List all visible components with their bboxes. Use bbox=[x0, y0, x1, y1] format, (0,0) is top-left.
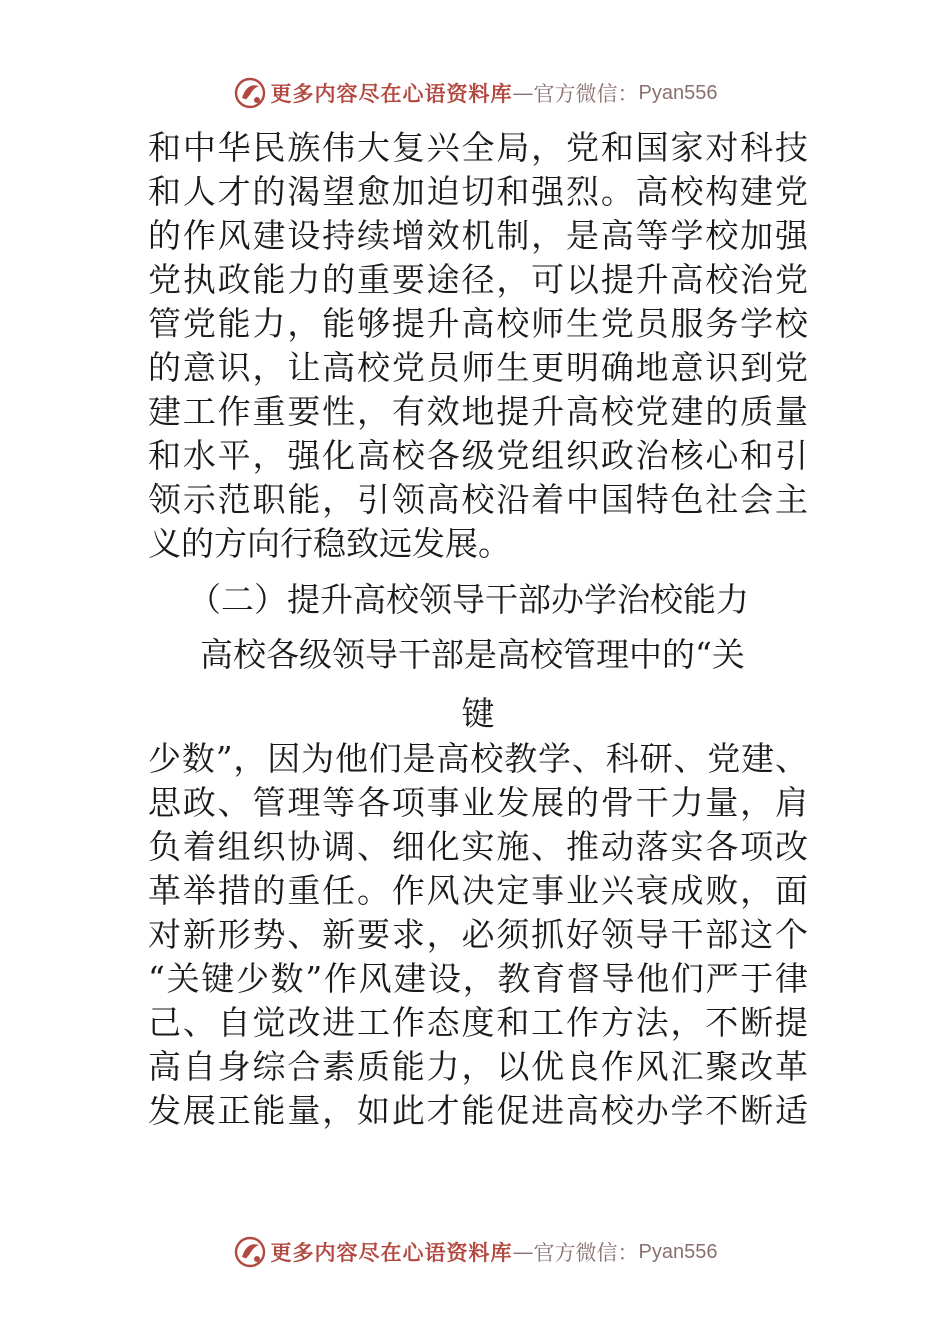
text-line: 思政、管理等各项事业发展的骨干力量，肩 bbox=[148, 783, 808, 822]
text-line: 高自身综合素质能力，以优良作风汇聚改革 bbox=[148, 1047, 808, 1086]
paragraph-2-intro bbox=[148, 633, 808, 677]
text-line: 负着组织协调、细化实施、推动落实各项改 bbox=[148, 827, 808, 866]
text-line: 的作风建设持续增效机制，是高等学校加强 bbox=[148, 216, 808, 255]
banner-wechat-label: 官方微信： bbox=[533, 82, 639, 106]
banner-wechat-id: Pyan556 bbox=[638, 81, 718, 104]
paragraph-2 bbox=[148, 737, 808, 1133]
text-line: 党执政能力的重要途径，可以提升高校治党 bbox=[148, 260, 808, 299]
text-line: “关键少数”作风建设，教育督导他们严于律 bbox=[148, 959, 808, 998]
text-line: 和中华民族伟大复兴全局，党和国家对科技 bbox=[148, 128, 808, 167]
text-line: 的意识，让高校党员师生更明确地意识到党 bbox=[148, 348, 808, 387]
text-line: 革举措的重任。作风决定事业兴衰成败，面 bbox=[148, 871, 808, 910]
section-heading-block bbox=[148, 578, 808, 622]
text-line: 和人才的渴望愈加迫切和强烈。高校构建党 bbox=[148, 172, 808, 211]
banner-main-text: 更多内容尽在心语资料库 bbox=[270, 1240, 513, 1265]
text-line: 对新形势、新要求，必须抓好领导干部这个 bbox=[148, 915, 808, 954]
banner-main-text: 更多内容尽在心语资料库 bbox=[270, 81, 513, 106]
text-line: 建工作重要性，有效地提升高校党建的质量 bbox=[148, 392, 808, 431]
document-body bbox=[148, 126, 808, 566]
text-line: 己、自觉改进工作态度和工作方法，不断提 bbox=[148, 1003, 808, 1042]
text-line: 管党能力，能够提升高校师生党员服务学校 bbox=[148, 304, 808, 343]
library-logo-icon bbox=[233, 1235, 267, 1269]
paragraph-1 bbox=[148, 126, 808, 566]
text-line: 和水平，强化高校各级党组织政治核心和引 bbox=[148, 436, 808, 475]
text-line: 键 bbox=[461, 694, 495, 733]
text-line: 少数”，因为他们是高校教学、科研、党建、 bbox=[148, 739, 808, 778]
section-heading: （二）提升高校领导干部办学治校能力 bbox=[188, 580, 749, 619]
banner-wechat-id: Pyan556 bbox=[638, 1240, 718, 1263]
text-line: 义的方向行稳致远发展。 bbox=[148, 524, 511, 563]
paragraph-2-orphan-line bbox=[148, 692, 808, 736]
text-line: 发展正能量，如此才能促进高校办学不断适 bbox=[148, 1091, 808, 1130]
library-logo-icon bbox=[233, 76, 267, 110]
header-watermark-banner bbox=[0, 73, 950, 113]
banner-separator: — bbox=[512, 1240, 534, 1264]
banner-separator: — bbox=[512, 81, 534, 105]
text-line: 高校各级领导干部是高校管理中的“关 bbox=[200, 635, 745, 674]
banner-wechat-label: 官方微信： bbox=[533, 1241, 639, 1265]
text-line: 领示范职能，引领高校沿着中国特色社会主 bbox=[148, 480, 808, 519]
footer-watermark-banner bbox=[0, 1232, 950, 1272]
